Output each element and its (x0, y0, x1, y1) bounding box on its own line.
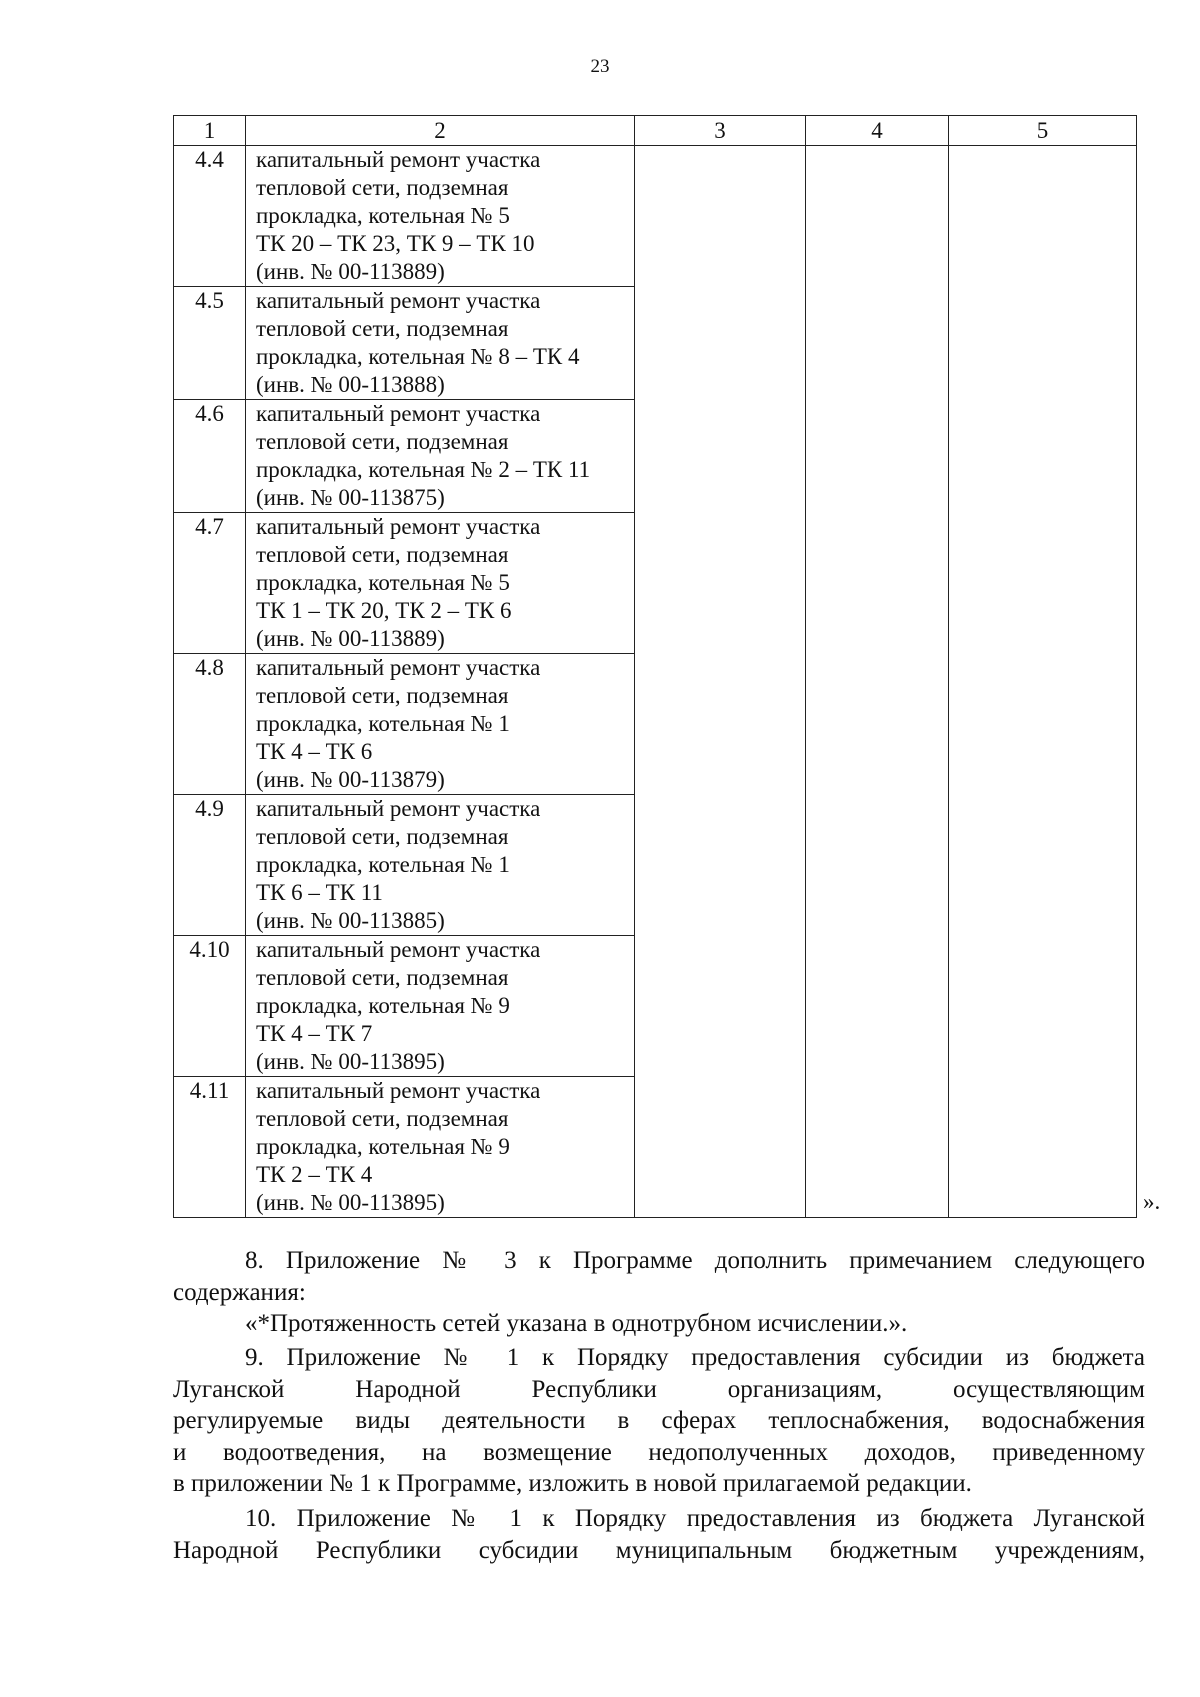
paragraph-line: содержания: (173, 1278, 306, 1306)
paragraph-line: и водоотведения, на возмещение недополученных доходов, приведенному (173, 1438, 1145, 1466)
column-header-4: 4 (806, 116, 949, 146)
description-line: капитальный ремонт участка (256, 937, 541, 962)
paragraph-9 (173, 1342, 1145, 1500)
row-description (246, 936, 635, 1077)
description-line: прокладка, котельная № 5 (256, 203, 510, 228)
paragraph-line: 10. Приложение № 1 к Порядку предоставления из бюджета Луганской (245, 1505, 1145, 1532)
description-line: (инв. № 00-113879) (256, 767, 445, 792)
page-number: 23 (590, 56, 610, 77)
row-description (246, 795, 635, 936)
description-line: тепловой сети, подземная (256, 175, 509, 200)
description-line: прокладка, котельная № 1 (256, 852, 510, 877)
column-header-5: 5 (949, 116, 1137, 146)
description-line: капитальный ремонт участка (256, 514, 541, 539)
column-header-2: 2 (246, 116, 635, 146)
paragraph-8 (173, 1245, 1145, 1340)
description-line: прокладка, котельная № 2 – ТК 11 (256, 457, 591, 482)
description-line: (инв. № 00-113895) (256, 1190, 445, 1215)
description-line: прокладка, котельная № 5 (256, 570, 510, 595)
column-4-cell (806, 146, 949, 1218)
description-line: тепловой сети, подземная (256, 1106, 509, 1131)
description-line: ТК 2 – ТК 4 (256, 1162, 373, 1187)
paragraph-10 (173, 1503, 1145, 1566)
description-line: ТК 4 – ТК 7 (256, 1021, 373, 1046)
row-description (246, 400, 635, 513)
row-description (246, 1077, 635, 1218)
description-line: капитальный ремонт участка (256, 796, 541, 821)
description-line: капитальный ремонт участка (256, 288, 541, 313)
table-closing-quote: ». (1143, 1189, 1161, 1214)
description-line: (инв. № 00-113875) (256, 485, 445, 510)
row-number: 4.4 (174, 146, 246, 287)
description-line: ТК 4 – ТК 6 (256, 739, 373, 764)
description-line: тепловой сети, подземная (256, 683, 509, 708)
description-line: прокладка, котельная № 9 (256, 1134, 510, 1159)
description-line: прокладка, котельная № 9 (256, 993, 510, 1018)
description-line: (инв. № 00-113885) (256, 908, 445, 933)
paragraph-line: регулируемые виды деятельности в сферах теплоснабжения, водоснабжения (173, 1407, 1145, 1434)
quoted-note: «*Протяженность сетей указана в однотрубном исчислении.». (245, 1310, 908, 1337)
description-line: тепловой сети, подземная (256, 316, 509, 341)
row-number: 4.6 (174, 400, 246, 513)
description-line: капитальный ремонт участка (256, 655, 541, 680)
table-header-row (174, 116, 1137, 146)
row-number: 4.10 (174, 936, 246, 1077)
column-header-3: 3 (635, 116, 806, 146)
paragraph-line: в приложении № 1 к Программе, изложить в новой прилагаемой редакции. (173, 1470, 972, 1497)
description-line: (инв. № 00-113889) (256, 626, 445, 651)
row-number: 4.5 (174, 287, 246, 400)
program-table (173, 115, 1137, 1218)
description-line: прокладка, котельная № 8 – ТК 4 (256, 344, 580, 369)
paragraph-line: 9. Приложение № 1 к Порядку предоставления субсидии из бюджета (245, 1344, 1145, 1371)
description-line: (инв. № 00-113889) (256, 259, 445, 284)
description-line: ТК 1 – ТК 20, ТК 2 – ТК 6 (256, 598, 512, 623)
description-line: капитальный ремонт участка (256, 147, 541, 172)
row-number: 4.8 (174, 654, 246, 795)
paragraph-line: Луганской Народной Республики организациям, осуществляющим (173, 1375, 1145, 1403)
column-5-cell (949, 146, 1137, 1218)
description-line: тепловой сети, подземная (256, 965, 509, 990)
row-description (246, 287, 635, 400)
description-line: капитальный ремонт участка (256, 401, 541, 426)
description-line: (инв. № 00-113888) (256, 372, 445, 397)
column-3-cell (635, 146, 806, 1218)
description-line: тепловой сети, подземная (256, 542, 509, 567)
table-row (174, 146, 1137, 287)
description-line: (инв. № 00-113895) (256, 1049, 445, 1074)
description-line: прокладка, котельная № 1 (256, 711, 510, 736)
row-description (246, 513, 635, 654)
description-line: ТК 20 – ТК 23, ТК 9 – ТК 10 (256, 231, 535, 256)
description-line: тепловой сети, подземная (256, 824, 509, 849)
row-description (246, 654, 635, 795)
description-line: капитальный ремонт участка (256, 1078, 541, 1103)
description-line: ТК 6 – ТК 11 (256, 880, 383, 905)
paragraph-line: 8. Приложение № 3 к Программе дополнить примечанием следующего (245, 1247, 1145, 1274)
row-number: 4.11 (174, 1077, 246, 1218)
row-number: 4.9 (174, 795, 246, 936)
row-description (246, 146, 635, 287)
paragraph-line: Народной Республики субсидии муниципальным бюджетным учреждениям, (173, 1536, 1145, 1564)
column-header-1: 1 (174, 116, 246, 146)
row-number: 4.7 (174, 513, 246, 654)
description-line: тепловой сети, подземная (256, 429, 509, 454)
